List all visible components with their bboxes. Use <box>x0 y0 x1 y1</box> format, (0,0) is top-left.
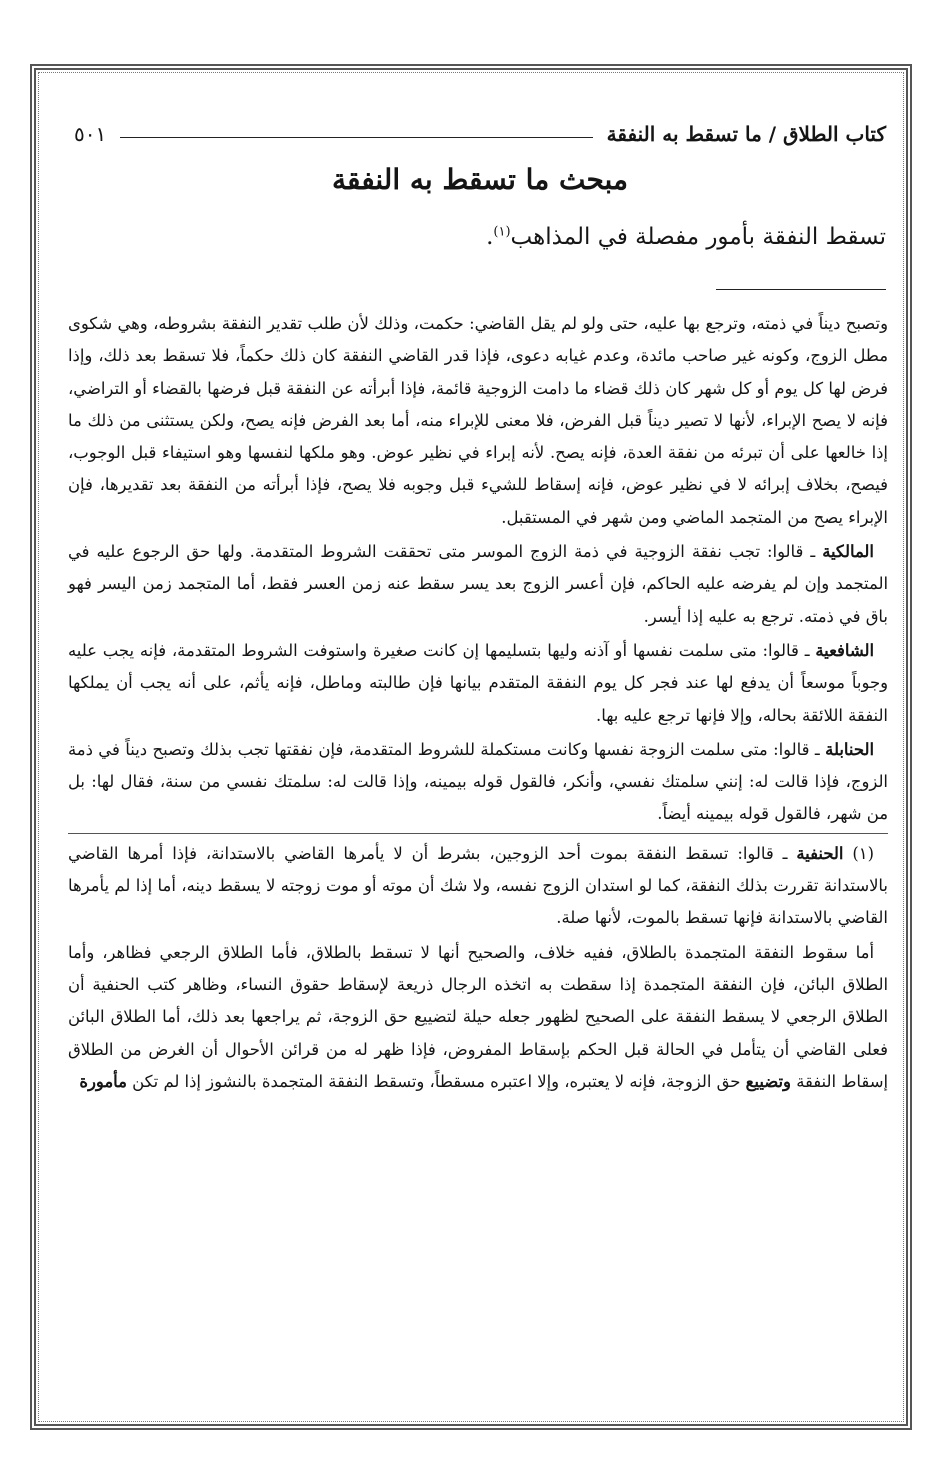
footnote-hanafi-continuation: وتصبح ديناً في ذمته، وترجع بها عليه، حتى ولو لم يقل القاضي: حكمت، وذلك لأن طلب تقدير النفقة بشروطه، وهي شكوى مطل الزوج، وكونه غير صاحب مائدة، وعدم غيابه دعوى، فإذا قدر القاضي النفقة كان ذلك حكماً، فلا تسقط بعد ذلك، وإذا فرض لها كل يوم أو كل شهر كان ذلك قضاء ما دامت الزوجية قائمة، فإذا أبرأته عن النفقة قبل فرضها بالقضاء أو التراضي، فإنه لا يصح الإبراء، لأنها لا تصير ديناً قبل الفرض، فلا معنى للإبراء منه، أما بعد الفرض فإنه يصح، ولكن يستثنى من ذلك ما إذا خالعها على أن تبرئه من نفقة العدة، فإنه يصح. لأنه إبراء في نظير عوض. وهو ملكها لنفسها وهو استيفاء قبل الوجوب، فيصح، بخلاف إبرائه لا في نظير عوض، فإنه إسقاط للشيء قبل وجوبه فلا يصح، فإذا أبرأته من النفقة بعد تقديرها، فإن الإبراء يصح من المتجمد الماضي ومن شهر في المستقبل. <box>68 314 888 527</box>
page-header <box>74 116 886 152</box>
header-rule <box>120 137 592 138</box>
hanafi-text: ـ قالوا: تسقط النفقة بموت أحد الزوجين، بشرط أن لا يأمرها القاضي بالاستدانة، فإذا أمرها القاضي بالاستدانة تقررت بذلك النفقة، كما لو استدان الزوج نفسه، ولا شك أن موته أو موت زوجته لا يسقط دينه، أما إذا لم يأمرها القاضي بالاستدانة فإنها تسقط بالموت، لأنها صلة. <box>68 843 888 928</box>
hanbali-label: الحنابلة <box>825 739 874 759</box>
divorce-paragraph <box>68 937 888 1098</box>
running-title: كتاب الطلاق / ما تسقط به النفقة <box>606 122 886 146</box>
shafii-label: الشافعية <box>815 640 874 660</box>
note-ref: (١) <box>852 843 874 863</box>
hanbali-text: ـ قالوا: متى سلمت الزوجة نفسها وكانت مستكملة للشروط المتقدمة، فإن نفقتها تجب بذلك وتصبح ديناً في ذمة الزوج، فإذا قالت له: إنني سلمتك نفسي، وأنكر، فالقول قوله بيمينه، وإذا قالت له: سلمتك نفسي من سنة، فقال لها: بل من شهر، فالقول قوله بيمينه أيضاً. <box>68 739 888 824</box>
footnote-reference: (١) <box>493 224 511 240</box>
divorce-text-b: حق الزوجة، فإنه لا يعتبره، وإلا اعتبره مسقطاً، وتسقط النفقة المتجمدة بالنشوز إذا لم تكن <box>132 1071 741 1091</box>
hanbali-paragraph <box>68 734 888 831</box>
maliki-paragraph <box>68 536 888 633</box>
footnote-separator <box>716 289 886 290</box>
shafii-paragraph <box>68 635 888 732</box>
section-separator <box>68 833 888 834</box>
divorce-bold-end-word: مأمورة <box>79 1071 127 1091</box>
shafii-text: ـ قالوا: متى سلمت نفسها أو آذنه وليها بتسليمها إن كانت صغيرة واستوفت الشروط المتقدمة، فإنه يجب عليه وجوباً موسعاً أن يدفع لها عند فجر كل يوم النفقة المتقدم بيانها فإن طالبته وماطل، فإنه يأثم، على أنه يجب أن يملكها النفقة اللائقة بحاله، وإلا فإنها ترجع عليه بها. <box>68 640 888 725</box>
intro-end: . <box>486 224 494 250</box>
intro-paragraph <box>74 224 886 250</box>
hanafi-label: الحنفية <box>796 843 844 863</box>
intro-text: تسقط النفقة بأمور مفصلة في المذاهب <box>510 224 886 250</box>
divorce-bold-word: وتضييع <box>745 1071 791 1091</box>
section-heading: مبحث ما تسقط به النفقة <box>332 163 628 196</box>
page-body <box>68 308 888 1378</box>
divorce-text-a: أما سقوط النفقة المتجمدة بالطلاق، ففيه خلاف، والصحيح أنها لا تسقط بالطلاق، فأما الطلاق الرجعي فظاهر، وأما الطلاق البائن، فإن النفقة المتجمدة إذا سقطت به اتخذه الرجال ذريعة لإسقاط حقوق النساء، وظاهر كتب الحنفية أن الطلاق الرجعي لا يسقط النفقة على الصحيح لظهور جعله حيلة لتضييع حق الزوجة، ثم يراجعها بعد ذلك، أما الطلاق البائن فعلى القاضي أن يتأمل في الحالة قبل الحكم بإسقاط المفروض، فإذا ظهر له من قرائن الأحوال أن الغرض من الطلاق إسقاط النفقة <box>68 942 888 1091</box>
hanafi-paragraph <box>68 838 888 935</box>
page-number: ٥٠١ <box>74 122 107 146</box>
maliki-label: المالكية <box>822 542 874 562</box>
maliki-text: ـ قالوا: تجب نفقة الزوجية في ذمة الزوج الموسر متى تحققت الشروط المتقدمة. ولها حق الرجوع عليه في المتجمد وإن لم يفرضه عليه الحاكم، فإن أعسر الزوج بعد يسر سقط عنه زمن العسر فقط، أما المتجمد زمن اليسر فهو باق في ذمته. ترجع به عليه إذا أيسر. <box>68 542 888 626</box>
